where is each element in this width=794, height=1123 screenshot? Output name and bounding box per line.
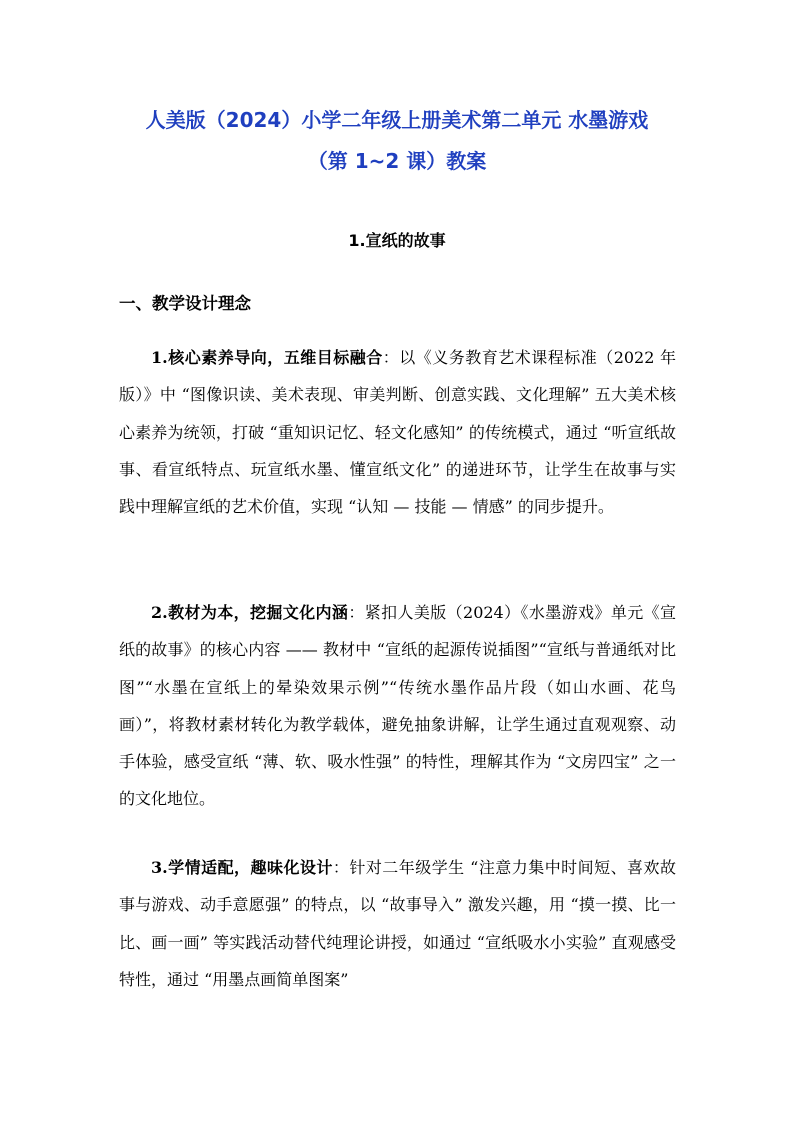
- paragraph-2-lead: 2.教材为本，挖掘文化内涵: [151, 603, 349, 622]
- document-title-line-1: 人美版（2024）小学二年级上册美术第二单元 水墨游戏: [145, 108, 649, 132]
- paragraph-2-text: ：紧扣人美版（2024）《水墨游戏》单元《宣纸的故事》的核心内容 —— 教材中 “宣纸的起源传说插图”“宣纸与普通纸对比图”“水墨在宣纸上的晕染效果示例”“传统水墨作品片段（如山水画、花鸟画）”，将教材素材转化为教学载体，避免抽象讲解，让学生通过直观观察、动手体验，感受宣纸 “薄、软、吸水性强” 的特性，理解其作为 “文房四宝” 之一的文化地位。: [119, 603, 676, 809]
- document-title-line-2: （第 1~2 课）教案: [307, 149, 487, 173]
- section-heading: 一、教学设计理念: [119, 294, 251, 313]
- paragraph-1-lead: 1.核心素养导向，五维目标融合: [151, 348, 383, 367]
- paragraph-2: [119, 594, 676, 818]
- lesson-subtitle: 1.宣纸的故事: [348, 231, 446, 250]
- paragraph-1-text: ：以《义务教育艺术课程标准（2022 年版）》中 “图像识读、美术表现、审美判断、创意实践、文化理解” 五大美术核心素养为统领，打破 “重知识记忆、轻文化感知” 的传统模式，通过 “听宣纸故事、看宣纸特点、玩宣纸水墨、懂宣纸文化” 的递进环节，让学生在故事与实践中理解宣纸的艺术价值，实现 “认知 — 技能 — 情感” 的同步提升。: [119, 348, 676, 517]
- paragraph-3-text: ：针对二年级学生 “注意力集中时间短、喜欢故事与游戏、动手意愿强” 的特点，以 “故事导入” 激发兴趣，用 “摸一摸、比一比、画一画” 等实践活动替代纯理论讲授，如通过 “宣纸吸水小实验” 直观感受特性，通过 “用墨点画简单图案”: [119, 858, 676, 989]
- paragraph-3: [119, 849, 676, 998]
- paragraph-3-lead: 3.学情适配，趣味化设计: [151, 858, 333, 877]
- paragraph-1: [119, 339, 676, 525]
